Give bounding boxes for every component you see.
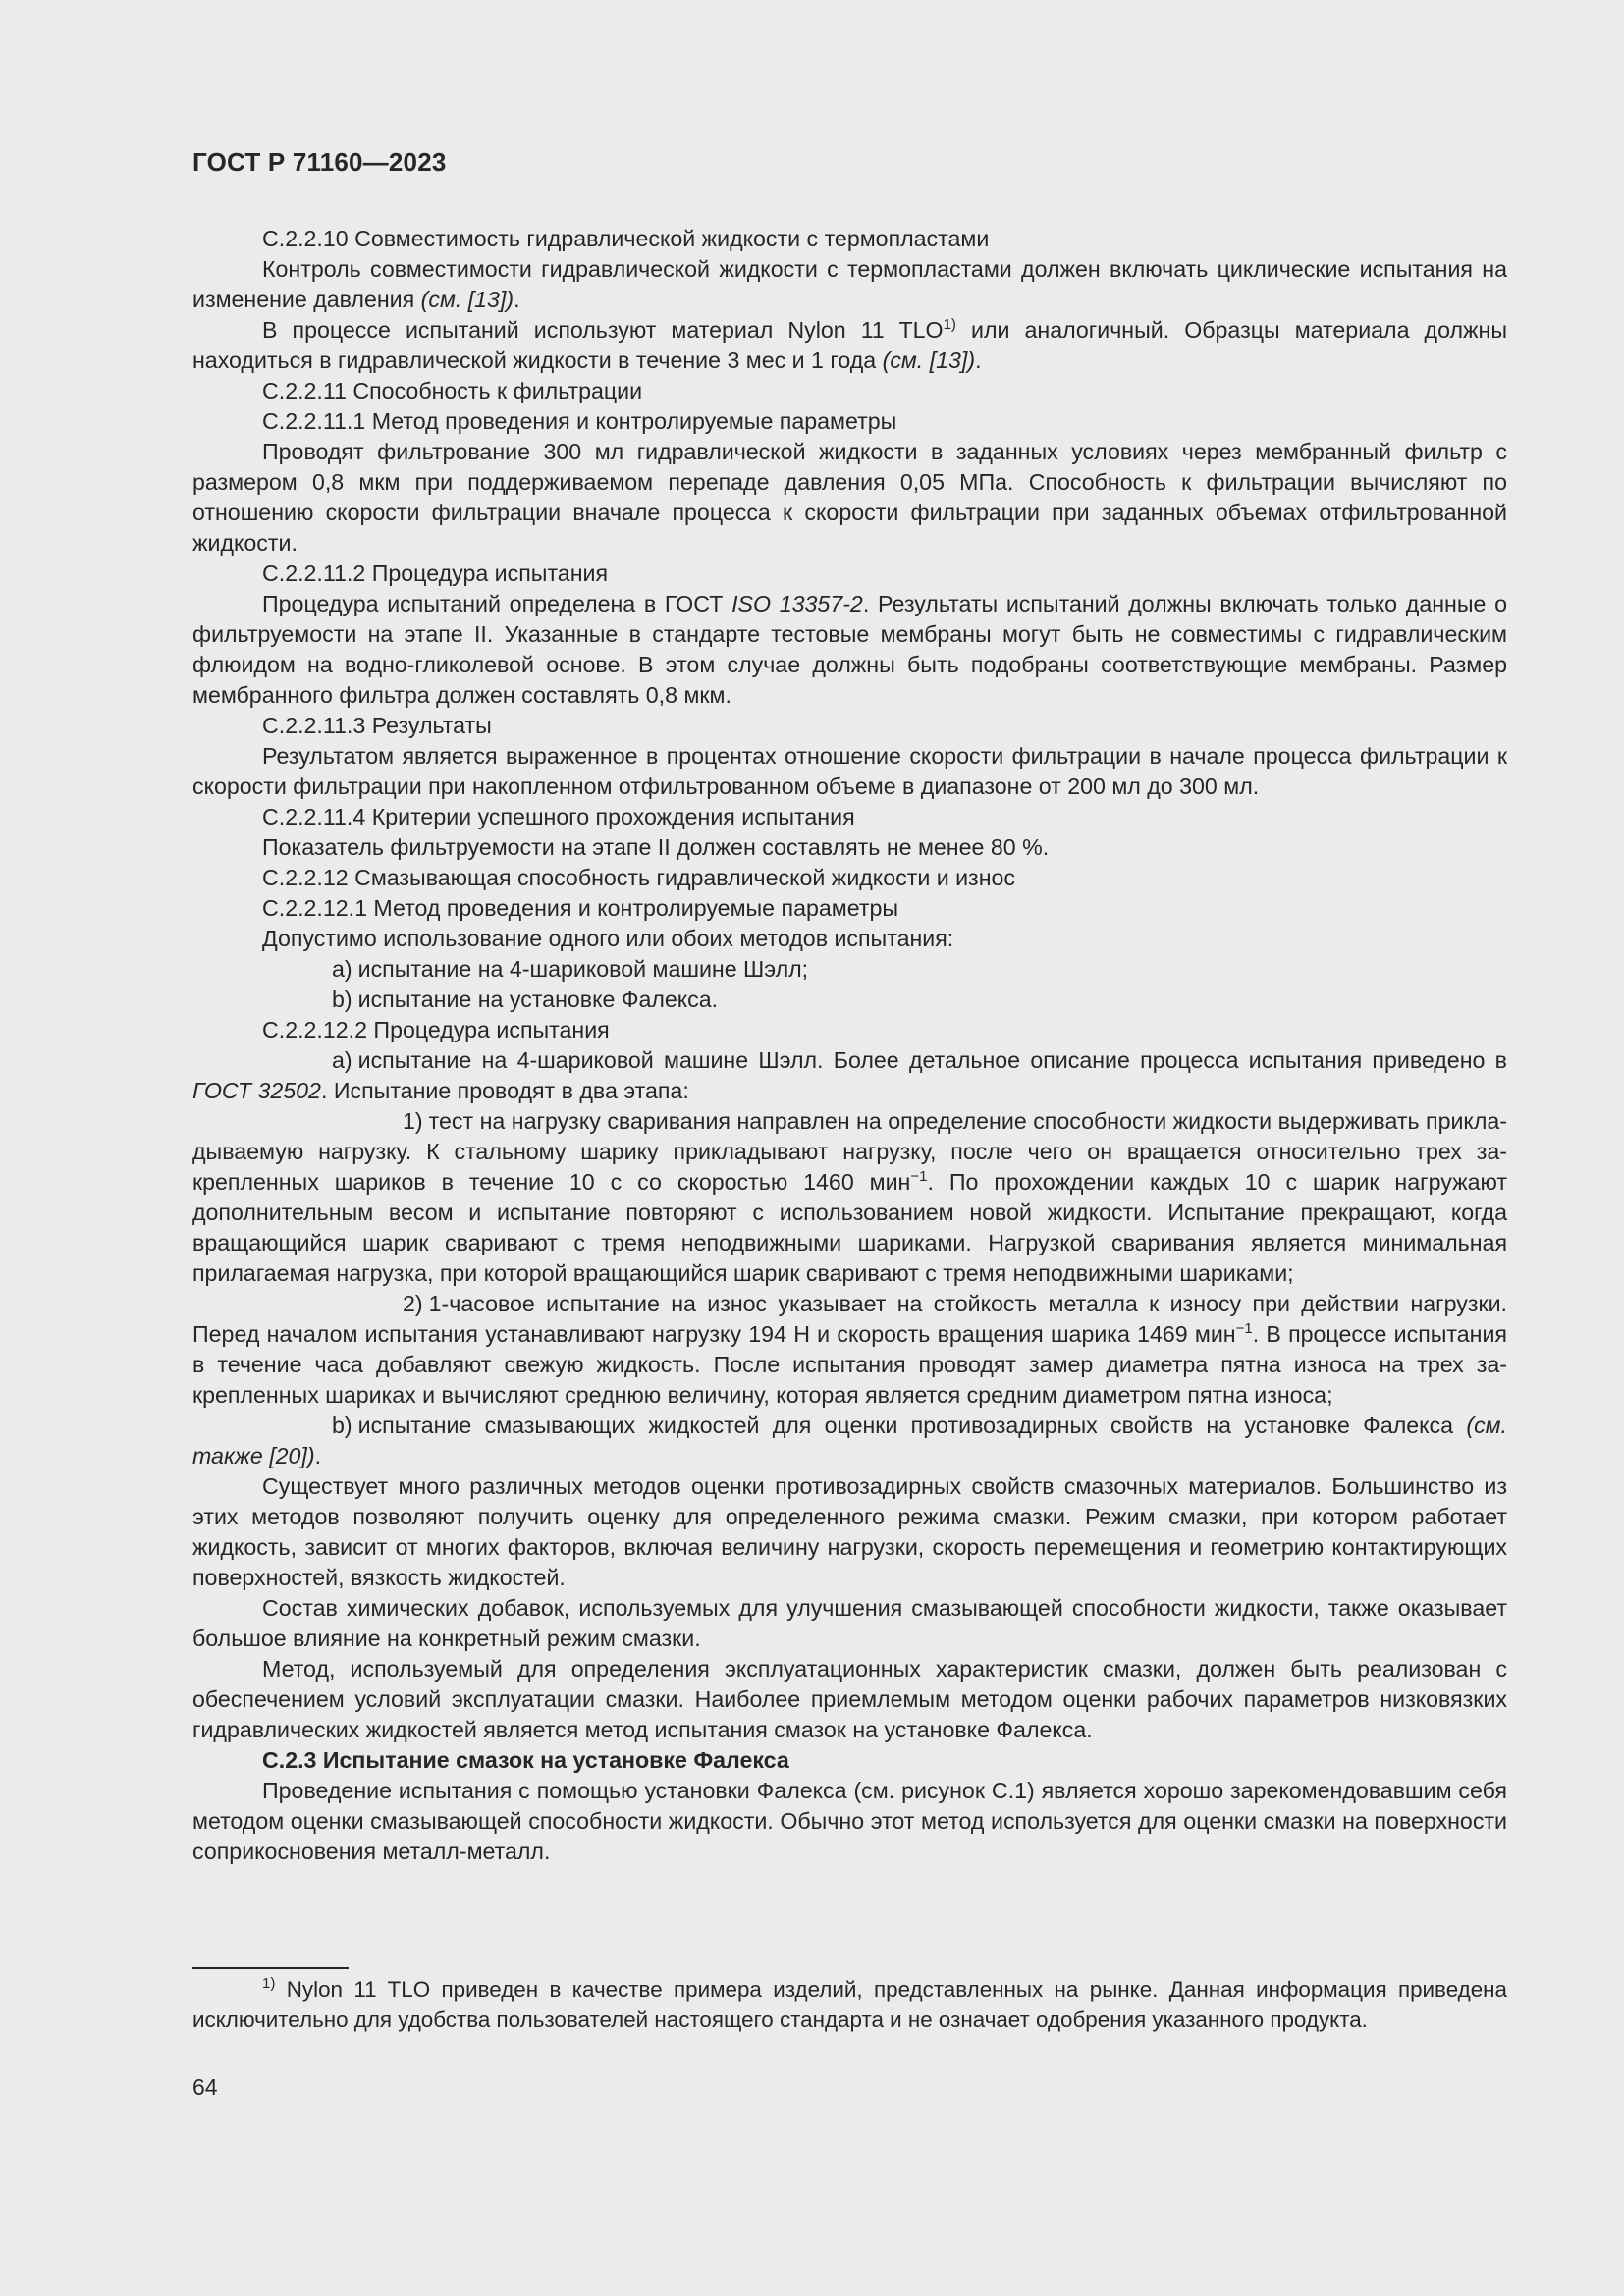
section-heading-c23: С.2.3 Испытание смазок на установке Фалекса xyxy=(262,1747,789,1773)
paragraph: В процессе испытаний используют материал Nylon 11 TLO$^{1)}$ или аналогичный. Образцы материала должны находиться в гидравлической жидкости в течение 3 мес и 1 года (см. [13]). xyxy=(192,316,1507,373)
section-heading-c22121: С.2.2.12.1 Метод проведения и контролируемые параметры xyxy=(262,895,899,921)
paragraph: Результатом является выраженное в процентах отношение скорости фильтрации в начале процесса фильтрации к скорости фильтрации при накопленном отфильтрованном объеме в диапазоне от 200 мл до 300 мл. xyxy=(192,743,1507,799)
footnote xyxy=(192,1974,1507,2035)
list-label: b) xyxy=(332,1413,352,1438)
list-label: b) xyxy=(332,987,352,1012)
section-heading-c2212: С.2.2.12 Смазывающая способность гидравлической жидкости и износ xyxy=(262,865,1015,890)
reference: ISO 13357-2 xyxy=(731,591,863,616)
section-heading-c22111: С.2.2.11.1 Метод проведения и контролируемые параметры xyxy=(262,408,897,434)
footnote-divider xyxy=(192,1967,349,1969)
paragraph: Контроль совместимости гидравлической жидкости с термопластами должен включать циклические испытания на изменение давления (см. [13]). xyxy=(192,256,1507,312)
superscript: −1 xyxy=(910,1168,928,1185)
list-item: a) испытание на 4-шариковой машине Шэлл. Более детальное описание процесса испытания приведено в ГОСТ 32502. Испытание проводят в два этапа: xyxy=(192,1047,1507,1103)
document-body xyxy=(192,224,1507,1867)
paragraph: Процедура испытаний определена в ГОСТ ISO 13357-2. Результаты испытаний должны включать только данные о фильтруемости на этапе II. Указанные в стандарте тестовые мембраны могут быть не совместимы с гидравлическим флюидом на водно-гликолевой основе. В этом случае должны быть подобраны соответствующие мембраны. Размер мембранного фильтра должен составлять 0,8 мкм. xyxy=(192,591,1507,708)
section-heading-c22122: С.2.2.12.2 Процедура испытания xyxy=(262,1017,610,1042)
section-heading-c22112: С.2.2.11.2 Процедура испытания xyxy=(262,561,609,586)
list-item: b) испытание на установке Фалекса. xyxy=(192,985,1507,1015)
list-label: a) xyxy=(332,1047,352,1073)
reference: ГОСТ 32502 xyxy=(192,1078,321,1103)
superscript: −1 xyxy=(1235,1320,1253,1337)
reference: (см. [13]) xyxy=(882,347,976,373)
paragraph: Состав химических добавок, используемых для улучшения смазывающей способности жидкости, также оказывает большое влияние на конкретный режим смазки. xyxy=(192,1595,1507,1651)
list-item: 1) тест на нагрузку сваривания направлен на определение способности жидкости выдерживать прикладываемую нагрузку. К стальному шарику прикладывают нагрузку, после чего он вращается относительно трех закрепленных шариков в течение 10 с со скоростью 1460 мин$^{-1}$. По прохождении каждых 10 с шарик нагружают дополнительным весом и испытание повторяют с использованием новой жидкости. Испытание прекращают, когда вращающийся шарик сваривают с тремя неподвижными шариками. Нагрузкой сваривания является минимальная прилагаемая нагрузка, при которой вращающийся шарик сваривают с тремя неподвижными шариками; xyxy=(192,1108,1507,1286)
page-number: 64 xyxy=(192,2074,218,2100)
list-label: 2) xyxy=(403,1291,423,1316)
paragraph: Проводят фильтрование 300 мл гидравлической жидкости в заданных условиях через мембранный фильтр с размером 0,8 мкм при поддерживаемом перепаде давления 0,05 МПа. Способность к фильтрации вычисляют по отношению скорости фильтрации вначале процесса к скорости фильтрации при заданных объемах отфильтрованной жидкости. xyxy=(192,439,1507,556)
reference: (см. [13]) xyxy=(420,287,514,312)
footnote-marker: 1) xyxy=(262,1975,276,1992)
list-label: 1) xyxy=(403,1108,423,1134)
footnote-text: $^{1)}$ Nylon 11 TLO приведен в качестве примера изделий, представленных на рынке. Данная информация приведена исключительно для удобства пользователей настоящего стандарта и не означает одобрения указанного продукта. xyxy=(192,1975,1507,2032)
footnote-marker: 1) xyxy=(943,316,956,333)
list-item: 2) 1-часовое испытание на износ указывает на стойкость металла к износу при действии нагрузки. Перед началом испытания устанавливают нагрузку 194 Н и скорость вращения шарика 1469 мин$^{-1}$. В процессе испытания в течение часа добавляют свежую жидкость. После испытания проводят замер диаметра пятна износа на трех закрепленных шариках и вычисляют среднюю величину, которая является средним диаметром пятна износа; xyxy=(192,1291,1507,1408)
paragraph: Допустимо использование одного или обоих методов испытания: xyxy=(262,926,954,951)
paragraph: Показатель фильтруемости на этапе II должен составлять не менее 80 %. xyxy=(262,834,1050,860)
list-label: a) xyxy=(332,956,352,982)
paragraph: Существует много различных методов оценки противозадирных свойств смазочных материалов. Большинство из этих методов позволяют получить оценку для определенного режима смазки. Режим смазки, при котором работает жидкость, зависит от многих факторов, включая величину нагрузки, скорость перемещения и геометрию контактирующих поверхностей, вязкость жидкостей. xyxy=(192,1473,1507,1590)
list-item: b) испытание смазывающих жидкостей для оценки противозадирных свойств на установке Фалекса (см. также [20]). xyxy=(192,1413,1507,1468)
reference: (см. также [20]) xyxy=(192,1413,1507,1468)
document-header: ГОСТ Р 71160—2023 xyxy=(192,147,447,177)
paragraph: Проведение испытания с помощью установки Фалекса (см. рисунок С.1) является хорошо зарекомендовавшим себя методом оценки смазывающей способности жидкости. Обычно этот метод используется для оценки смазки на поверхности соприкосновения металл-металл. xyxy=(192,1778,1507,1864)
list-item: a) испытание на 4-шариковой машине Шэлл; xyxy=(192,954,1507,985)
section-heading-c2210: С.2.2.10 Совместимость гидравлической жидкости с термопластами xyxy=(262,226,990,251)
section-heading-c22113: С.2.2.11.3 Результаты xyxy=(262,713,492,738)
section-heading-c2211: С.2.2.11 Способность к фильтрации xyxy=(262,378,643,403)
section-heading-c22114: С.2.2.11.4 Критерии успешного прохождения испытания xyxy=(262,804,855,829)
paragraph: Метод, используемый для определения эксплуатационных характеристик смазки, должен быть реализован с обеспечением условий эксплуатации смазки. Наиболее приемлемым методом оценки рабочих параметров низковязких гидравлических жидкостей является метод испытания смазок на установке Фалекса. xyxy=(192,1656,1507,1742)
